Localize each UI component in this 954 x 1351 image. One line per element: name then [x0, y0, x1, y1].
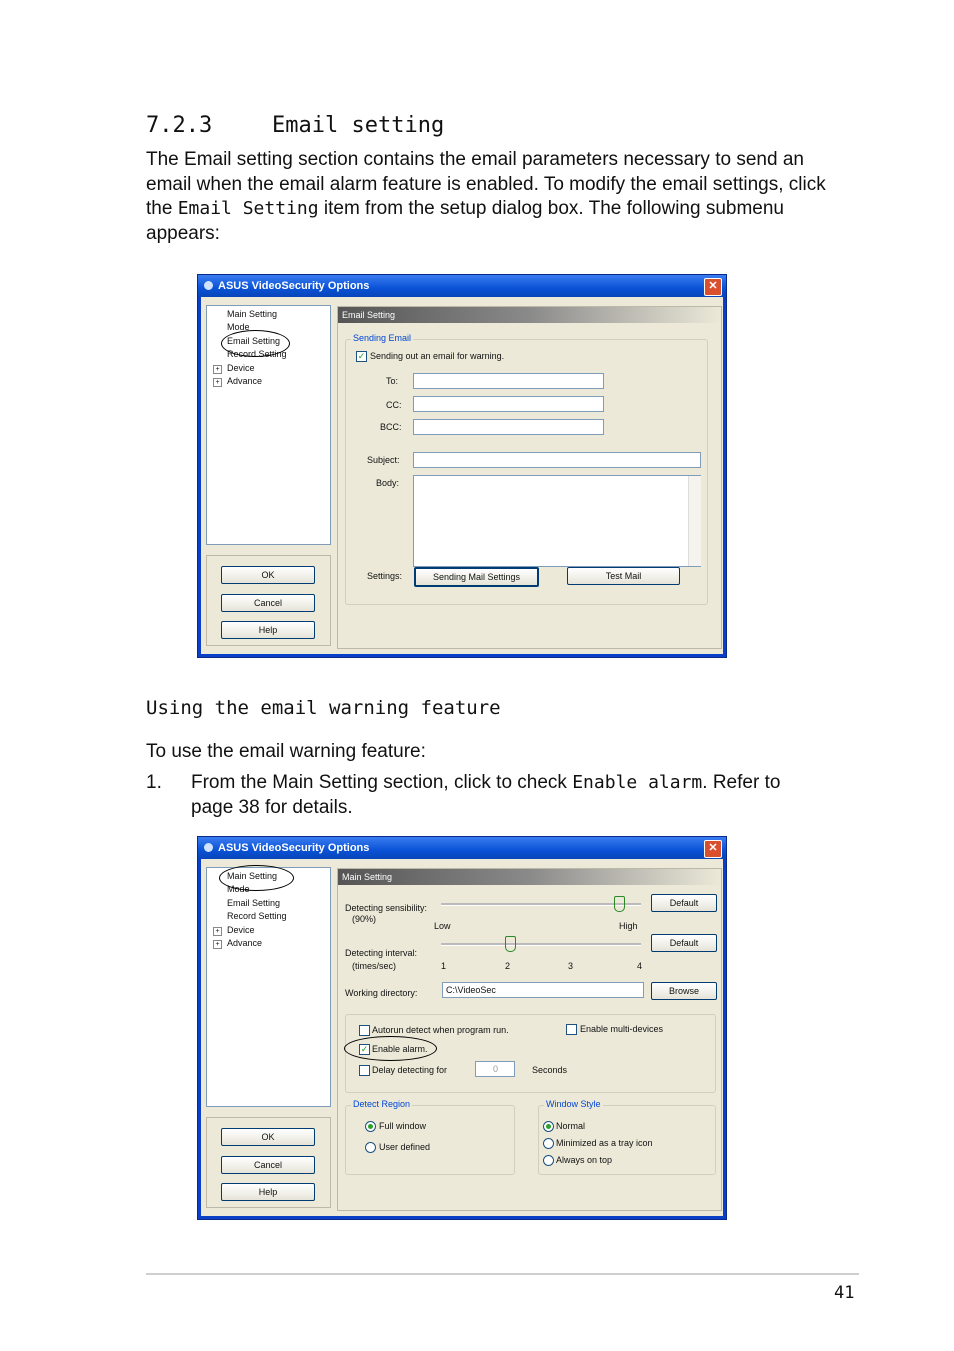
- sending-mail-settings-button[interactable]: Sending Mail Settings: [414, 567, 539, 587]
- section-title: Email setting: [272, 113, 445, 138]
- send-email-checkbox[interactable]: ✓: [357, 351, 366, 361]
- to-input[interactable]: [413, 373, 604, 389]
- subsection-lead: To use the email warning feature:: [146, 741, 426, 762]
- app-icon: [204, 843, 213, 852]
- workdir-input[interactable]: C:\VideoSec: [442, 982, 644, 998]
- tree-item-device[interactable]: Device: [227, 363, 255, 373]
- interval-tick: 1: [441, 961, 447, 971]
- panel-title: Email Setting: [338, 307, 721, 323]
- window-title: ASUS VideoSecurity Options: [218, 842, 370, 854]
- tree-item-email-setting[interactable]: Email Setting: [227, 898, 281, 908]
- ok-button[interactable]: OK: [221, 1128, 315, 1146]
- highlight-ellipse: [221, 330, 290, 357]
- always-on-top-label: Always on top: [556, 1155, 613, 1165]
- interval-unit: (times/sec): [352, 961, 397, 971]
- close-icon[interactable]: ✕: [704, 840, 722, 858]
- low-label: Low: [434, 921, 451, 931]
- autorun-label: Autorun detect when program run.: [372, 1025, 509, 1035]
- enable-alarm-label: Enable alarm.: [372, 1044, 428, 1054]
- dialog-client: [201, 297, 723, 654]
- minimized-label: Minimized as a tray icon: [556, 1138, 653, 1148]
- interval-tick: 2: [505, 961, 511, 971]
- tree-item-email-setting[interactable]: Email Setting: [227, 336, 281, 346]
- sensibility-track: [441, 903, 641, 906]
- tree-item-main-setting[interactable]: Main Setting: [227, 871, 278, 881]
- browse-button[interactable]: Browse: [651, 982, 717, 1000]
- help-button[interactable]: Help: [221, 621, 315, 639]
- dialog-client: [201, 859, 723, 1216]
- expand-icon[interactable]: +: [213, 940, 222, 949]
- user-defined-radio[interactable]: [365, 1142, 376, 1153]
- tree-item-record-setting[interactable]: Record Setting: [227, 349, 287, 359]
- cc-label: CC:: [386, 400, 402, 410]
- button-box: [206, 1117, 331, 1208]
- panel-title: Main Setting: [338, 869, 721, 885]
- autorun-checkbox[interactable]: [359, 1025, 370, 1036]
- tree-item-main-setting[interactable]: Main Setting: [227, 309, 278, 319]
- step-text-b: . Refer to page 38 for details.: [191, 772, 781, 818]
- always-on-top-radio[interactable]: [543, 1155, 554, 1166]
- tree-item-mode[interactable]: Mode: [227, 322, 250, 332]
- tree-item-device[interactable]: Device: [227, 925, 255, 935]
- tree-item-record-setting[interactable]: Record Setting: [227, 911, 287, 921]
- highlight-ellipse: [219, 865, 294, 891]
- interval-tick: 4: [637, 961, 643, 971]
- step-mono: Enable alarm: [572, 772, 703, 793]
- detect-region-label: Detect Region: [353, 1099, 411, 1109]
- workdir-label: Working directory:: [345, 988, 418, 998]
- email-setting-panel: [337, 306, 722, 649]
- title-bar: [198, 837, 726, 859]
- subject-input[interactable]: [413, 452, 701, 468]
- expand-icon[interactable]: +: [213, 365, 222, 374]
- interval-tick: 3: [568, 961, 574, 971]
- sensibility-value: (90%): [352, 914, 377, 924]
- expand-icon[interactable]: +: [213, 927, 222, 936]
- cc-input[interactable]: [413, 396, 604, 412]
- help-button[interactable]: Help: [221, 1183, 315, 1201]
- user-defined-label: User defined: [379, 1142, 431, 1152]
- section-heading: [146, 113, 444, 138]
- window-style-label: Window Style: [546, 1099, 601, 1109]
- full-window-radio[interactable]: [365, 1121, 376, 1132]
- footer-rule: [146, 1273, 859, 1275]
- subject-label: Subject:: [367, 455, 400, 465]
- test-mail-button[interactable]: Test Mail: [567, 567, 680, 585]
- default-interval-button[interactable]: Default: [651, 934, 717, 952]
- multi-device-checkbox[interactable]: [566, 1024, 577, 1035]
- intro-mono: Email Setting: [177, 198, 319, 219]
- title-bar: [198, 275, 726, 297]
- highlight-ellipse: [344, 1036, 437, 1061]
- interval-label: Detecting interval:: [345, 948, 418, 958]
- high-label: High: [619, 921, 638, 931]
- multi-device-label: Enable multi-devices: [580, 1024, 664, 1034]
- close-icon[interactable]: ✕: [704, 278, 722, 296]
- minimized-radio[interactable]: [543, 1138, 554, 1149]
- step-text-a: From the Main Setting section, click to check: [191, 772, 573, 793]
- normal-label: Normal: [556, 1121, 586, 1131]
- send-email-label: Sending out an email for warning.: [370, 351, 505, 361]
- ok-button[interactable]: OK: [221, 566, 315, 584]
- main-setting-dialog: [197, 836, 727, 1220]
- email-setting-dialog: [197, 274, 727, 658]
- intro-text-b: item from the setup dialog box. The following submenu appears:: [146, 198, 785, 244]
- body-label: Body:: [376, 478, 400, 488]
- interval-slider[interactable]: [505, 936, 516, 952]
- button-box: [206, 555, 331, 646]
- delay-label: Delay detecting for: [372, 1065, 448, 1075]
- tree-item-advance[interactable]: Advance: [227, 938, 263, 948]
- settings-label: Settings:: [367, 571, 403, 581]
- settings-tree: [206, 867, 331, 1107]
- delay-checkbox[interactable]: [359, 1065, 370, 1076]
- body-textarea[interactable]: [413, 475, 701, 567]
- interval-track: [441, 943, 641, 946]
- cancel-button[interactable]: Cancel: [221, 1156, 315, 1174]
- sensibility-label: Detecting sensibility:: [345, 903, 428, 913]
- window-title: ASUS VideoSecurity Options: [218, 280, 370, 292]
- tree-item-mode[interactable]: Mode: [227, 884, 250, 894]
- main-setting-panel: [337, 868, 722, 1211]
- body-scrollbar[interactable]: [688, 476, 701, 566]
- to-label: To:: [386, 376, 399, 386]
- intro-paragraph: [146, 148, 826, 246]
- subsection-title: Using the email warning feature: [146, 697, 501, 719]
- full-window-label: Full window: [379, 1121, 427, 1131]
- seconds-label: Seconds: [532, 1065, 568, 1075]
- normal-radio[interactable]: [543, 1121, 554, 1132]
- expand-icon[interactable]: +: [213, 378, 222, 387]
- step-number: 1.: [146, 772, 162, 793]
- cancel-button[interactable]: Cancel: [221, 594, 315, 612]
- app-icon: [204, 281, 213, 290]
- bcc-label: BCC:: [380, 422, 402, 432]
- detect-region-group: [345, 1105, 515, 1175]
- intro-text-a: The Email setting section contains the email parameters necessary to send an email when the email alarm feature is enabled. To modify the email settings, click the: [146, 149, 826, 219]
- page-number: 41: [834, 1283, 855, 1303]
- enable-alarm-checkbox[interactable]: ✓: [360, 1044, 369, 1054]
- section-number: 7.2.3: [146, 113, 213, 138]
- step-text: [191, 771, 821, 820]
- bcc-input[interactable]: [413, 419, 604, 435]
- tree-item-advance[interactable]: Advance: [227, 376, 263, 386]
- group-label: Sending Email: [353, 333, 412, 343]
- default-sensibility-button[interactable]: Default: [651, 894, 717, 912]
- sensibility-slider[interactable]: [614, 896, 625, 912]
- delay-spinner[interactable]: 0: [475, 1061, 515, 1077]
